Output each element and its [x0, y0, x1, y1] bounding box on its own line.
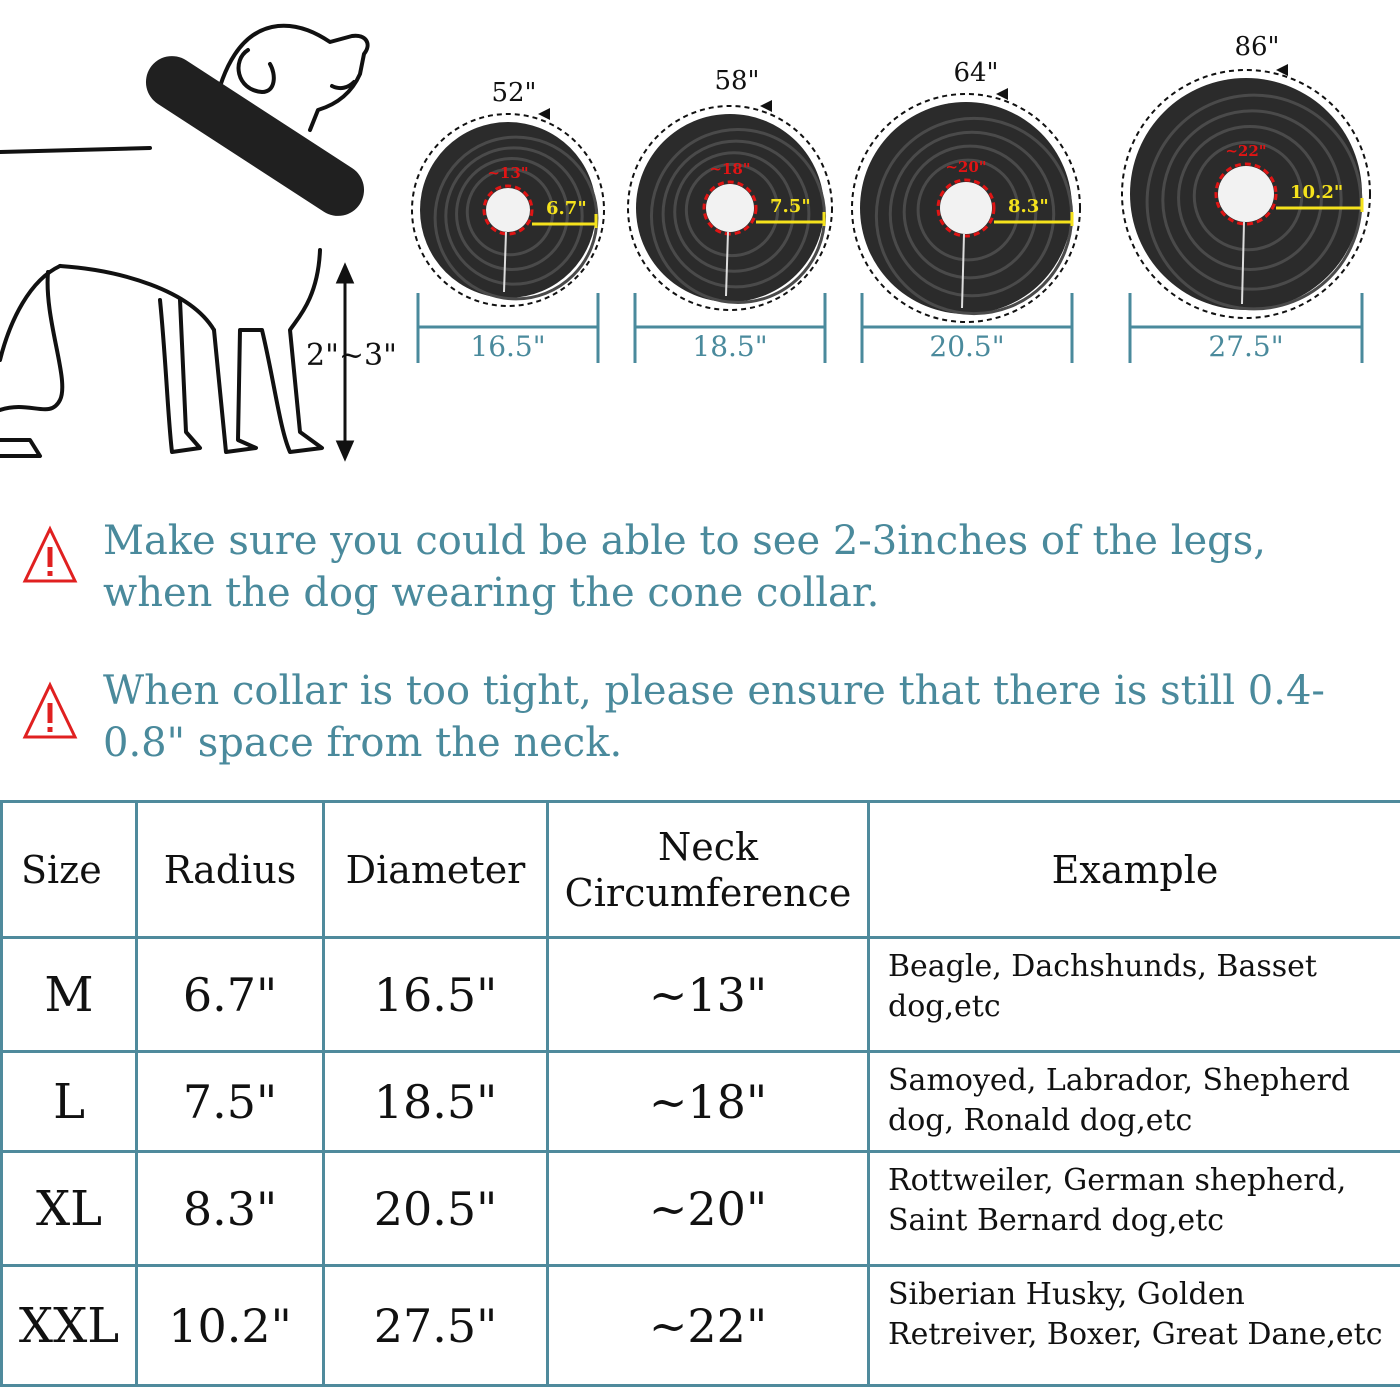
header-diameter: Diameter [324, 802, 548, 938]
cell-radius: 6.7" [137, 938, 324, 1052]
table-header-row [2, 802, 1400, 938]
cell-example: Samoyed, Labrador, Shepherd dog, Ronald dog,etc [869, 1052, 1400, 1152]
cell-radius: 7.5" [137, 1052, 324, 1152]
cell-size: L [2, 1052, 137, 1152]
neck-opening [1218, 166, 1274, 222]
table-row [2, 1266, 1400, 1386]
cell-neck: ~20" [548, 1152, 869, 1266]
header-neck-line2: Circumference [564, 870, 852, 915]
warning-text: Make sure you could be able to see 2-3inches of the legs, when the dog wearing the cone collar. [103, 518, 1267, 616]
table-row [2, 938, 1400, 1052]
cell-size: XL [2, 1152, 137, 1266]
outer-circumference-label: 58" [714, 66, 760, 96]
diameter-label: 18.5" [692, 330, 768, 363]
cell-size: M [2, 938, 137, 1052]
outer-circumference-label: 52" [491, 78, 537, 108]
radius-label: 10.2" [1290, 182, 1344, 203]
cell-example: Rottweiler, German shepherd, Saint Bernard dog,etc [869, 1152, 1400, 1266]
outer-circumference-label: 86" [1234, 32, 1280, 62]
radius-label: 6.7" [546, 198, 587, 219]
header-example: Example [869, 802, 1400, 938]
cell-diameter: 16.5" [324, 938, 548, 1052]
cell-diameter: 27.5" [324, 1266, 548, 1386]
cell-neck: ~18" [548, 1052, 869, 1152]
diameter-label: 27.5" [1208, 330, 1284, 363]
header-radius: Radius [137, 802, 324, 938]
warning-triangle-icon [22, 681, 78, 743]
neck-circumference-label: ~22" [1225, 142, 1267, 160]
neck-circumference-label: ~13" [487, 164, 529, 182]
header-size: Size [2, 802, 137, 938]
header-neck-circumference [548, 802, 869, 938]
radius-label: 8.3" [1008, 196, 1049, 217]
cell-neck: ~22" [548, 1266, 869, 1386]
cell-diameter: 20.5" [324, 1152, 548, 1266]
cell-radius: 10.2" [137, 1266, 324, 1386]
leg-height-label: 2"~3" [306, 338, 397, 373]
cell-diameter: 18.5" [324, 1052, 548, 1152]
warning-text: When collar is too tight, please ensure that there is still 0.4-0.8" space from the neck. [103, 668, 1325, 766]
size-chart-table [0, 800, 1400, 1387]
radius-label: 7.5" [770, 196, 811, 217]
cell-example: Beagle, Dachshunds, Basset dog,etc [869, 938, 1400, 1052]
header-neck-line1: Neck [657, 824, 759, 869]
neck-circumference-label: ~20" [945, 158, 987, 176]
cell-size: XXL [2, 1266, 137, 1386]
neck-circumference-label: ~18" [709, 160, 751, 178]
outer-circumference-label: 64" [953, 58, 999, 88]
cell-radius: 8.3" [137, 1152, 324, 1266]
diameter-label: 20.5" [929, 330, 1005, 363]
table-row [2, 1052, 1400, 1152]
warning-triangle-icon [22, 525, 78, 587]
cell-example: Siberian Husky, Golden Retreiver, Boxer, Great Dane,etc [869, 1266, 1400, 1386]
collar-xxl [0, 0, 1400, 380]
table-row [2, 1152, 1400, 1266]
cell-neck: ~13" [548, 938, 869, 1052]
diameter-label: 16.5" [470, 330, 546, 363]
